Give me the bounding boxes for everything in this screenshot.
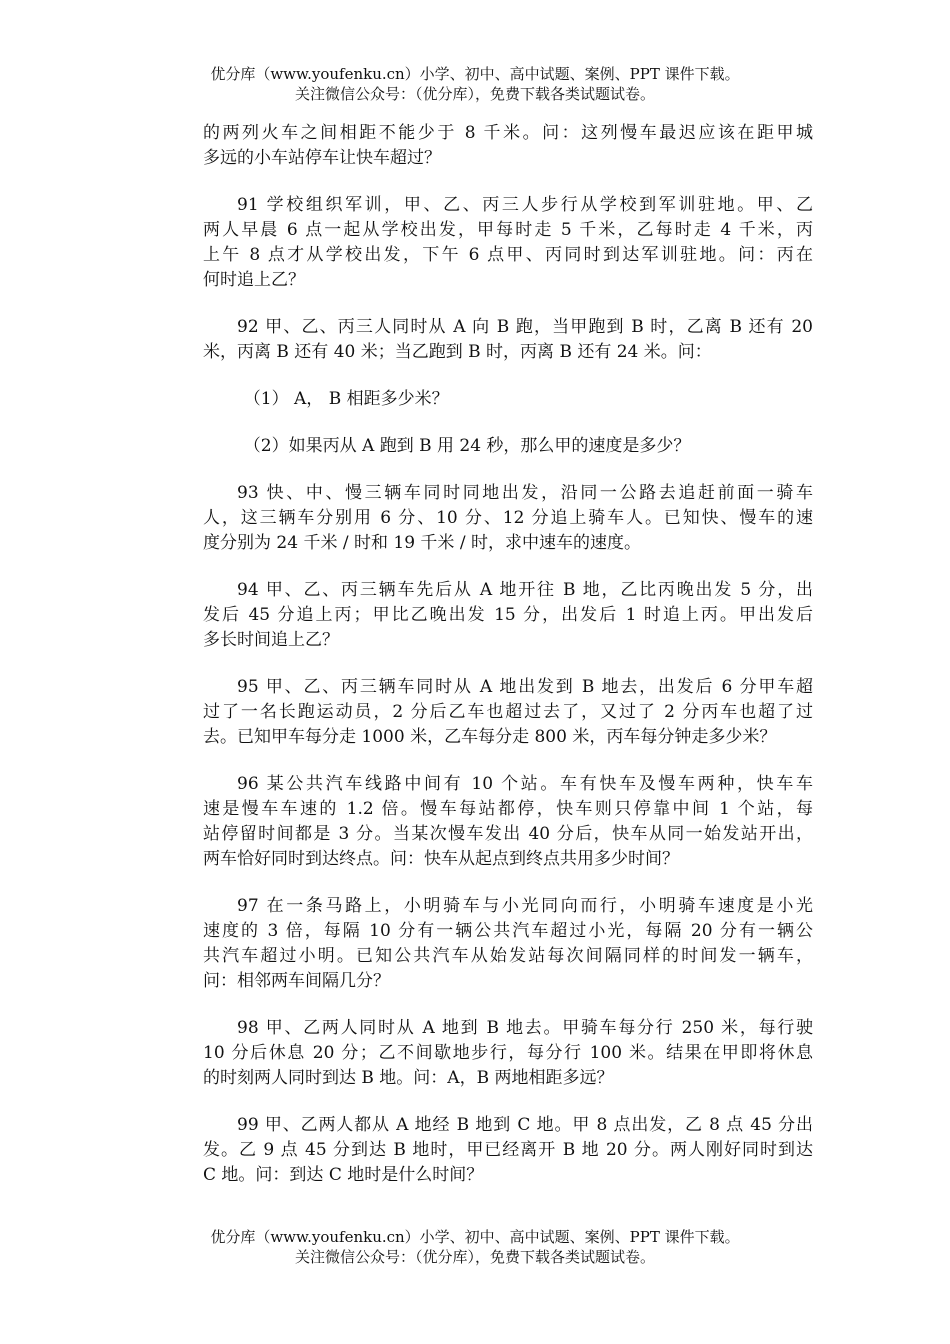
text-line: 两车恰好同时到达终点。问：快车从起点到终点共用多少时间？ [203,849,679,869]
text-line: 多远的小车站停车让快车超过？ [203,148,441,168]
problem-91 [203,193,813,293]
footer-line-1: 优分库（www.youfenku.cn）小学、初中、高中试题、案例、PPT 课件下载。 [210,1228,740,1246]
problem-99 [203,1113,813,1188]
problem-90-continued [203,121,813,171]
text-line: 站停留时间都是 3 分。当某次慢车发出 40 分后，快车从同一始发站开出， [203,824,813,844]
text-line: 91 学校组织军训，甲、乙、丙三人步行从学校到军训驻地。甲、乙 [237,195,813,215]
text-line: 92 甲、乙、丙三人同时从 A 向 B 跑，当甲跑到 B 时，乙离 B 还有 20 [237,317,813,337]
text-line: 96 某公共汽车线路中间有 10 个站。车有快车及慢车两种，快车车 [237,774,813,794]
text-line: 的时刻两人同时到达 B 地。问：A，B 两地相距多远？ [203,1068,614,1088]
problem-96 [203,772,813,872]
header-line-1: 优分库（www.youfenku.cn）小学、初中、高中试题、案例、PPT 课件下载。 [210,65,740,83]
page-header [0,64,950,104]
problem-93 [203,481,813,556]
text-line: 速是慢车车速的 1.2 倍。慢车每站都停，快车则只停靠中间 1 个站，每 [203,799,813,819]
text-line: C 地。问：到达 C 地时是什么时间？ [203,1165,484,1185]
text-line: 95 甲、乙、丙三辆车同时从 A 地出发到 B 地去，出发后 6 分甲车超 [237,677,813,697]
problem-92-part-2: （2）如果丙从 A 跑到 B 用 24 秒，那么甲的速度是多少？ [243,436,691,456]
text-line: 何时追上乙？ [203,270,305,290]
text-line: 94 甲、乙、丙三辆车先后从 A 地开往 B 地，乙比丙晚出发 5 分，出 [237,580,813,600]
text-line: 的两列火车之间相距不能少于 8 千米。问：这列慢车最迟应该在距甲城 [203,123,813,143]
text-line: 多长时间追上乙？ [203,630,339,650]
text-line: 发后 45 分追上丙；甲比乙晚出发 15 分，出发后 1 时追上丙。甲出发后 [203,605,813,625]
text-line: 问：相邻两车间隔几分？ [203,971,390,991]
text-line: 发。乙 9 点 45 分到达 B 地时，甲已经离开 B 地 20 分。两人刚好同时到达 [203,1140,813,1160]
page-footer [0,1227,950,1267]
problem-95 [203,675,813,750]
text-line: 人，这三辆车分别用 6 分、10 分、12 分追上骑车人。已知快、慢车的速 [203,508,813,528]
text-line: 10 分后休息 20 分；乙不间歇地步行，每分行 100 米。结果在甲即将休息 [203,1043,813,1063]
text-line: 共汽车超过小明。已知公共汽车从始发站每次间隔同样的时间发一辆车， [203,946,813,966]
text-line: 上午 8 点才从学校出发，下午 6 点甲、丙同时到达军训驻地。问：丙在 [203,245,813,265]
text-line: 去。已知甲车每分走 1000 米，乙车每分走 800 米，丙车每分钟走多少米？ [203,727,777,747]
text-line: 度分别为 24 千米 / 时和 19 千米 / 时，求中速车的速度。 [203,533,641,553]
problem-92-part-1: （1） A， B 相距多少米？ [243,389,449,409]
text-line: 99 甲、乙两人都从 A 地经 B 地到 C 地。甲 8 点出发，乙 8 点 45 分出 [237,1115,813,1135]
text-line: 93 快、中、慢三辆车同时同地出发，沿同一公路去追赶前面一骑车 [237,483,813,503]
header-line-2: 关注微信公众号：（优分库），免费下载各类试题试卷。 [294,85,655,103]
text-line: 98 甲、乙两人同时从 A 地到 B 地去。甲骑车每分行 250 米，每行驶 [237,1018,813,1038]
footer-line-2: 关注微信公众号：（优分库），免费下载各类试题试卷。 [294,1248,655,1266]
text-line: 米，丙离 B 还有 40 米；当乙跑到 B 时，丙离 B 还有 24 米。问： [203,342,712,362]
document-body [203,121,813,1210]
problem-98 [203,1016,813,1091]
text-line: 97 在一条马路上，小明骑车与小光同向而行，小明骑车速度是小光 [237,896,813,916]
problem-97 [203,894,813,994]
text-line: 两人早晨 6 点一起从学校出发，甲每时走 5 千米，乙每时走 4 千米，丙 [203,220,813,240]
text-line: 过了一名长跑运动员，2 分后乙车也超过去了，又过了 2 分丙车也超了过 [203,702,813,722]
text-line: 速度的 3 倍，每隔 10 分有一辆公共汽车超过小光，每隔 20 分有一辆公 [203,921,813,941]
problem-94 [203,578,813,653]
problem-92 [203,315,813,365]
